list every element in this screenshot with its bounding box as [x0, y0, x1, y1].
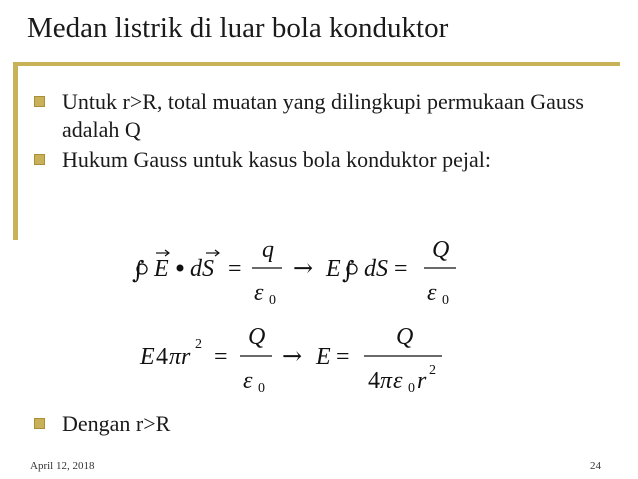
slide-title: Medan listrik di luar bola konduktor — [27, 12, 449, 44]
bullet-item — [28, 88, 588, 144]
left-accent-bar — [13, 62, 18, 240]
svg-text:0: 0 — [442, 293, 449, 308]
svg-text:∫: ∫ — [342, 256, 355, 284]
svg-text:q: q — [262, 237, 274, 263]
bullet-text: Dengan r>R — [62, 411, 171, 436]
bullet-item — [28, 146, 588, 174]
title-underline-bar — [17, 62, 620, 66]
svg-text:πr: πr — [169, 344, 191, 370]
bullet-square-icon — [34, 418, 45, 429]
svg-text:ε: ε — [393, 368, 403, 394]
svg-text:=: = — [214, 344, 228, 370]
svg-text:π: π — [380, 368, 393, 394]
svg-text:=: = — [336, 344, 350, 370]
bullet-square-icon — [34, 154, 45, 165]
svg-text:ε: ε — [427, 280, 437, 306]
svg-text:0: 0 — [408, 381, 415, 396]
svg-text:4: 4 — [156, 344, 168, 370]
bullet-text: Hukum Gauss untuk kasus bola konduktor pejal: — [62, 147, 491, 172]
svg-text:E: E — [326, 256, 341, 282]
bullet-item — [28, 410, 170, 438]
gauss-law-equation — [130, 232, 470, 312]
svg-text:r: r — [417, 368, 427, 394]
bullet-square-icon — [34, 96, 45, 107]
bullet-list — [28, 88, 588, 176]
svg-text:Q: Q — [396, 324, 414, 350]
svg-text:0: 0 — [269, 293, 276, 308]
svg-text:∫: ∫ — [132, 256, 145, 284]
svg-text:ε: ε — [243, 368, 253, 394]
svg-text:2: 2 — [195, 337, 202, 352]
svg-text:dS: dS — [364, 256, 388, 282]
svg-text:0: 0 — [258, 381, 265, 396]
svg-text:ε: ε — [254, 280, 264, 306]
svg-text:=: = — [394, 256, 408, 282]
svg-text:Q: Q — [432, 237, 450, 263]
page-number: 24 — [590, 460, 601, 472]
svg-text:dS: dS — [190, 256, 214, 282]
svg-text:=: = — [228, 256, 242, 282]
bullet-text: Untuk r>R, total muatan yang dilingkupi permukaan Gauss adalah Q — [62, 89, 584, 142]
svg-text:E: E — [154, 256, 169, 282]
electric-field-equation — [138, 318, 458, 398]
svg-text:2: 2 — [429, 363, 436, 378]
svg-text:4: 4 — [368, 368, 380, 394]
svg-text:E: E — [140, 344, 155, 370]
svg-text:→: → — [282, 342, 303, 370]
svg-text:Q: Q — [248, 324, 266, 350]
footer-date: April 12, 2018 — [30, 460, 95, 472]
svg-text:E: E — [316, 344, 331, 370]
svg-text:→: → — [293, 254, 314, 282]
